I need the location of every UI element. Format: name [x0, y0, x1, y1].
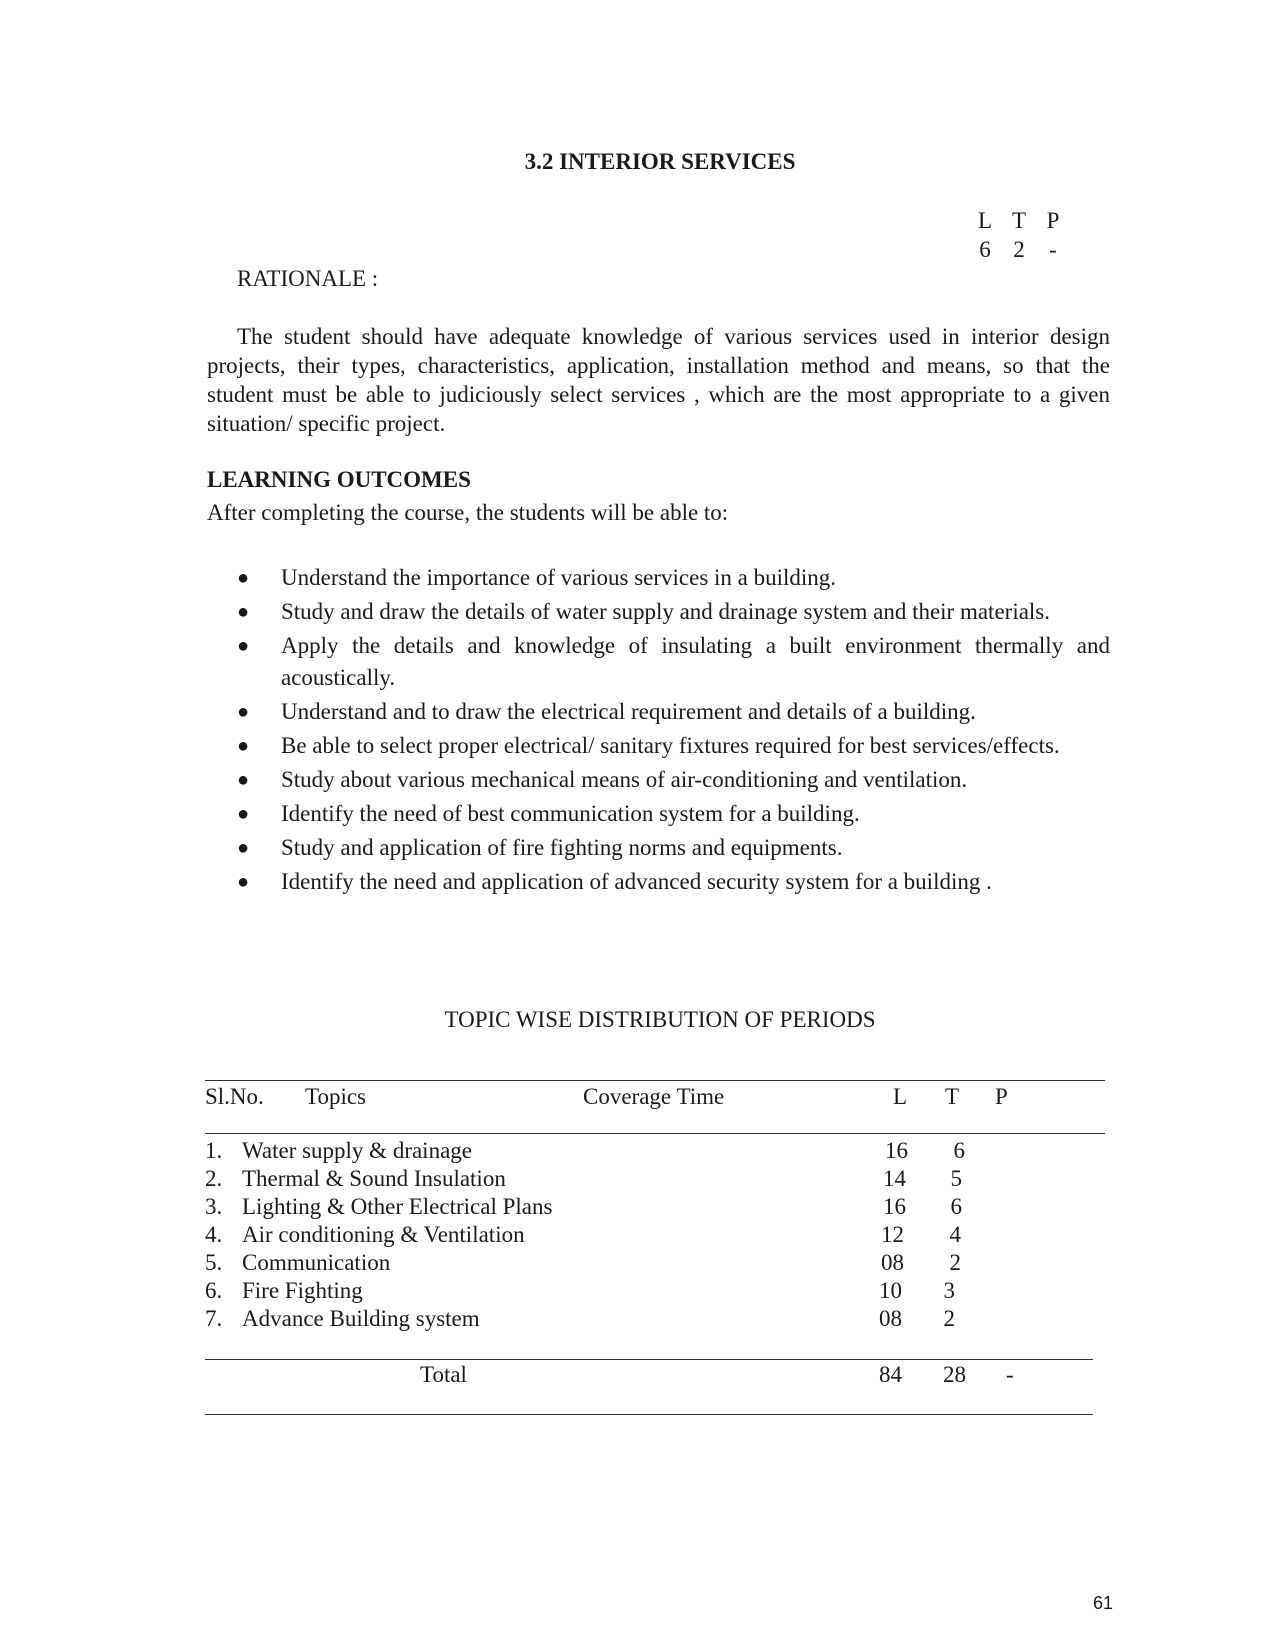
- header-t: T: [945, 1084, 960, 1109]
- total-t: 28: [943, 1362, 966, 1387]
- row-3-t: 6: [950, 1194, 962, 1219]
- list-item: [237, 866, 1110, 898]
- table-header-rule: [205, 1133, 1105, 1134]
- learning-outcomes-heading: LEARNING OUTCOMES: [207, 467, 471, 492]
- row-7-topic: Advance Building system: [242, 1306, 480, 1331]
- bullet-icon: ●: [237, 837, 250, 859]
- row-2-l: 14: [883, 1166, 906, 1191]
- rationale-label: RATIONALE :: [237, 266, 379, 291]
- outcome-text: Study about various mechanical means of air-conditioning and ventilation.: [281, 767, 968, 792]
- row-2-no: 2.: [205, 1166, 223, 1191]
- row-3-no: 3.: [205, 1194, 223, 1219]
- list-item: [237, 764, 1110, 796]
- table-top-rule: [205, 1080, 1105, 1081]
- ltp-header-t: T: [1011, 208, 1027, 233]
- page-number: 61: [1093, 1593, 1114, 1613]
- row-5-t: 2: [949, 1250, 961, 1275]
- bullet-icon: ●: [237, 769, 250, 791]
- row-1-l: 16: [885, 1138, 908, 1163]
- row-6-no: 6.: [205, 1278, 223, 1303]
- header-l: L: [893, 1084, 908, 1109]
- table-total-rule: [205, 1359, 1093, 1360]
- list-item: [237, 832, 1110, 864]
- rationale-paragraph: The student should have adequate knowledge of various services used in interior design projects, their types, characteristics, application, installation method and means, so that the student must be able to judiciously select services , which are the most appropriate to a given situation/ specific project.: [207, 324, 1110, 436]
- row-5-no: 5.: [205, 1250, 223, 1275]
- bullet-icon: ●: [237, 567, 250, 589]
- outcome-text: Understand the importance of various services in a building.: [281, 565, 837, 590]
- list-item: [237, 798, 1110, 830]
- page-title: 3.2 INTERIOR SERVICES: [524, 149, 796, 174]
- list-item: [237, 730, 1110, 762]
- learning-outcomes-list: [237, 562, 1110, 900]
- learning-outcomes-intro: After completing the course, the students will be able to:: [207, 500, 729, 525]
- row-4-no: 4.: [205, 1222, 223, 1247]
- ltp-value-p: -: [1049, 237, 1057, 262]
- row-4-t: 4: [949, 1222, 961, 1247]
- bullet-icon: ●: [237, 701, 250, 723]
- list-item: [237, 696, 1110, 728]
- ltp-values: [968, 236, 1070, 265]
- row-4-topic: Air conditioning & Ventilation: [242, 1222, 525, 1247]
- total-label: Total: [420, 1362, 467, 1387]
- outcome-text: Identify the need of best communication system for a building.: [281, 801, 860, 826]
- row-4-l: 12: [881, 1222, 904, 1247]
- row-6-l: 10: [879, 1278, 902, 1303]
- row-2-topic: Thermal & Sound Insulation: [242, 1166, 506, 1191]
- bullet-icon: ●: [237, 871, 250, 893]
- outcome-text: Understand and to draw the electrical requirement and details of a building.: [281, 699, 976, 724]
- ltp-header-p: P: [1046, 208, 1060, 233]
- row-1-no: 1.: [205, 1138, 223, 1163]
- row-6-t: 3: [943, 1278, 955, 1303]
- ltp-value-l: 6: [979, 237, 991, 262]
- total-p: -: [1006, 1362, 1014, 1387]
- bullet-icon: ●: [237, 635, 250, 657]
- row-2-t: 5: [950, 1166, 962, 1191]
- bullet-icon: ●: [237, 601, 250, 623]
- row-5-l: 08: [881, 1250, 904, 1275]
- row-3-l: 16: [883, 1194, 906, 1219]
- header-slno: Sl.No.: [205, 1084, 264, 1109]
- row-7-l: 08: [879, 1306, 902, 1331]
- outcome-text: Be able to select proper electrical/ sanitary fixtures required for best services/effects.: [281, 733, 1060, 758]
- row-7-no: 7.: [205, 1306, 223, 1331]
- bullet-icon: ●: [237, 803, 250, 825]
- header-coverage-time: Coverage Time: [583, 1084, 725, 1109]
- total-l: 84: [879, 1362, 902, 1387]
- bullet-icon: ●: [237, 735, 250, 757]
- row-1-topic: Water supply & drainage: [242, 1138, 472, 1163]
- row-6-topic: Fire Fighting: [242, 1278, 363, 1303]
- list-item: [237, 596, 1110, 628]
- row-7-t: 2: [943, 1306, 955, 1331]
- distribution-table-title: TOPIC WISE DISTRIBUTION OF PERIODS: [444, 1007, 876, 1032]
- list-item: [237, 630, 1110, 694]
- outcome-text: Identify the need and application of advanced security system for a building .: [281, 869, 992, 894]
- header-p: P: [995, 1084, 1008, 1109]
- ltp-header-l: L: [977, 208, 993, 233]
- outcome-text: Study and application of fire fighting norms and equipments.: [281, 835, 843, 860]
- list-item: [237, 562, 1110, 594]
- ltp-value-t: 2: [1013, 237, 1025, 262]
- row-1-t: 6: [953, 1138, 965, 1163]
- ltp-header: [968, 207, 1070, 236]
- row-5-topic: Communication: [242, 1250, 391, 1275]
- outcome-text: Apply the details and knowledge of insulating a built environment thermally and acoustically.: [281, 633, 1110, 690]
- table-bottom-rule: [205, 1414, 1093, 1415]
- row-3-topic: Lighting & Other Electrical Plans: [242, 1194, 553, 1219]
- header-topics: Topics: [305, 1084, 366, 1109]
- outcome-text: Study and draw the details of water supply and drainage system and their materials.: [281, 599, 1051, 624]
